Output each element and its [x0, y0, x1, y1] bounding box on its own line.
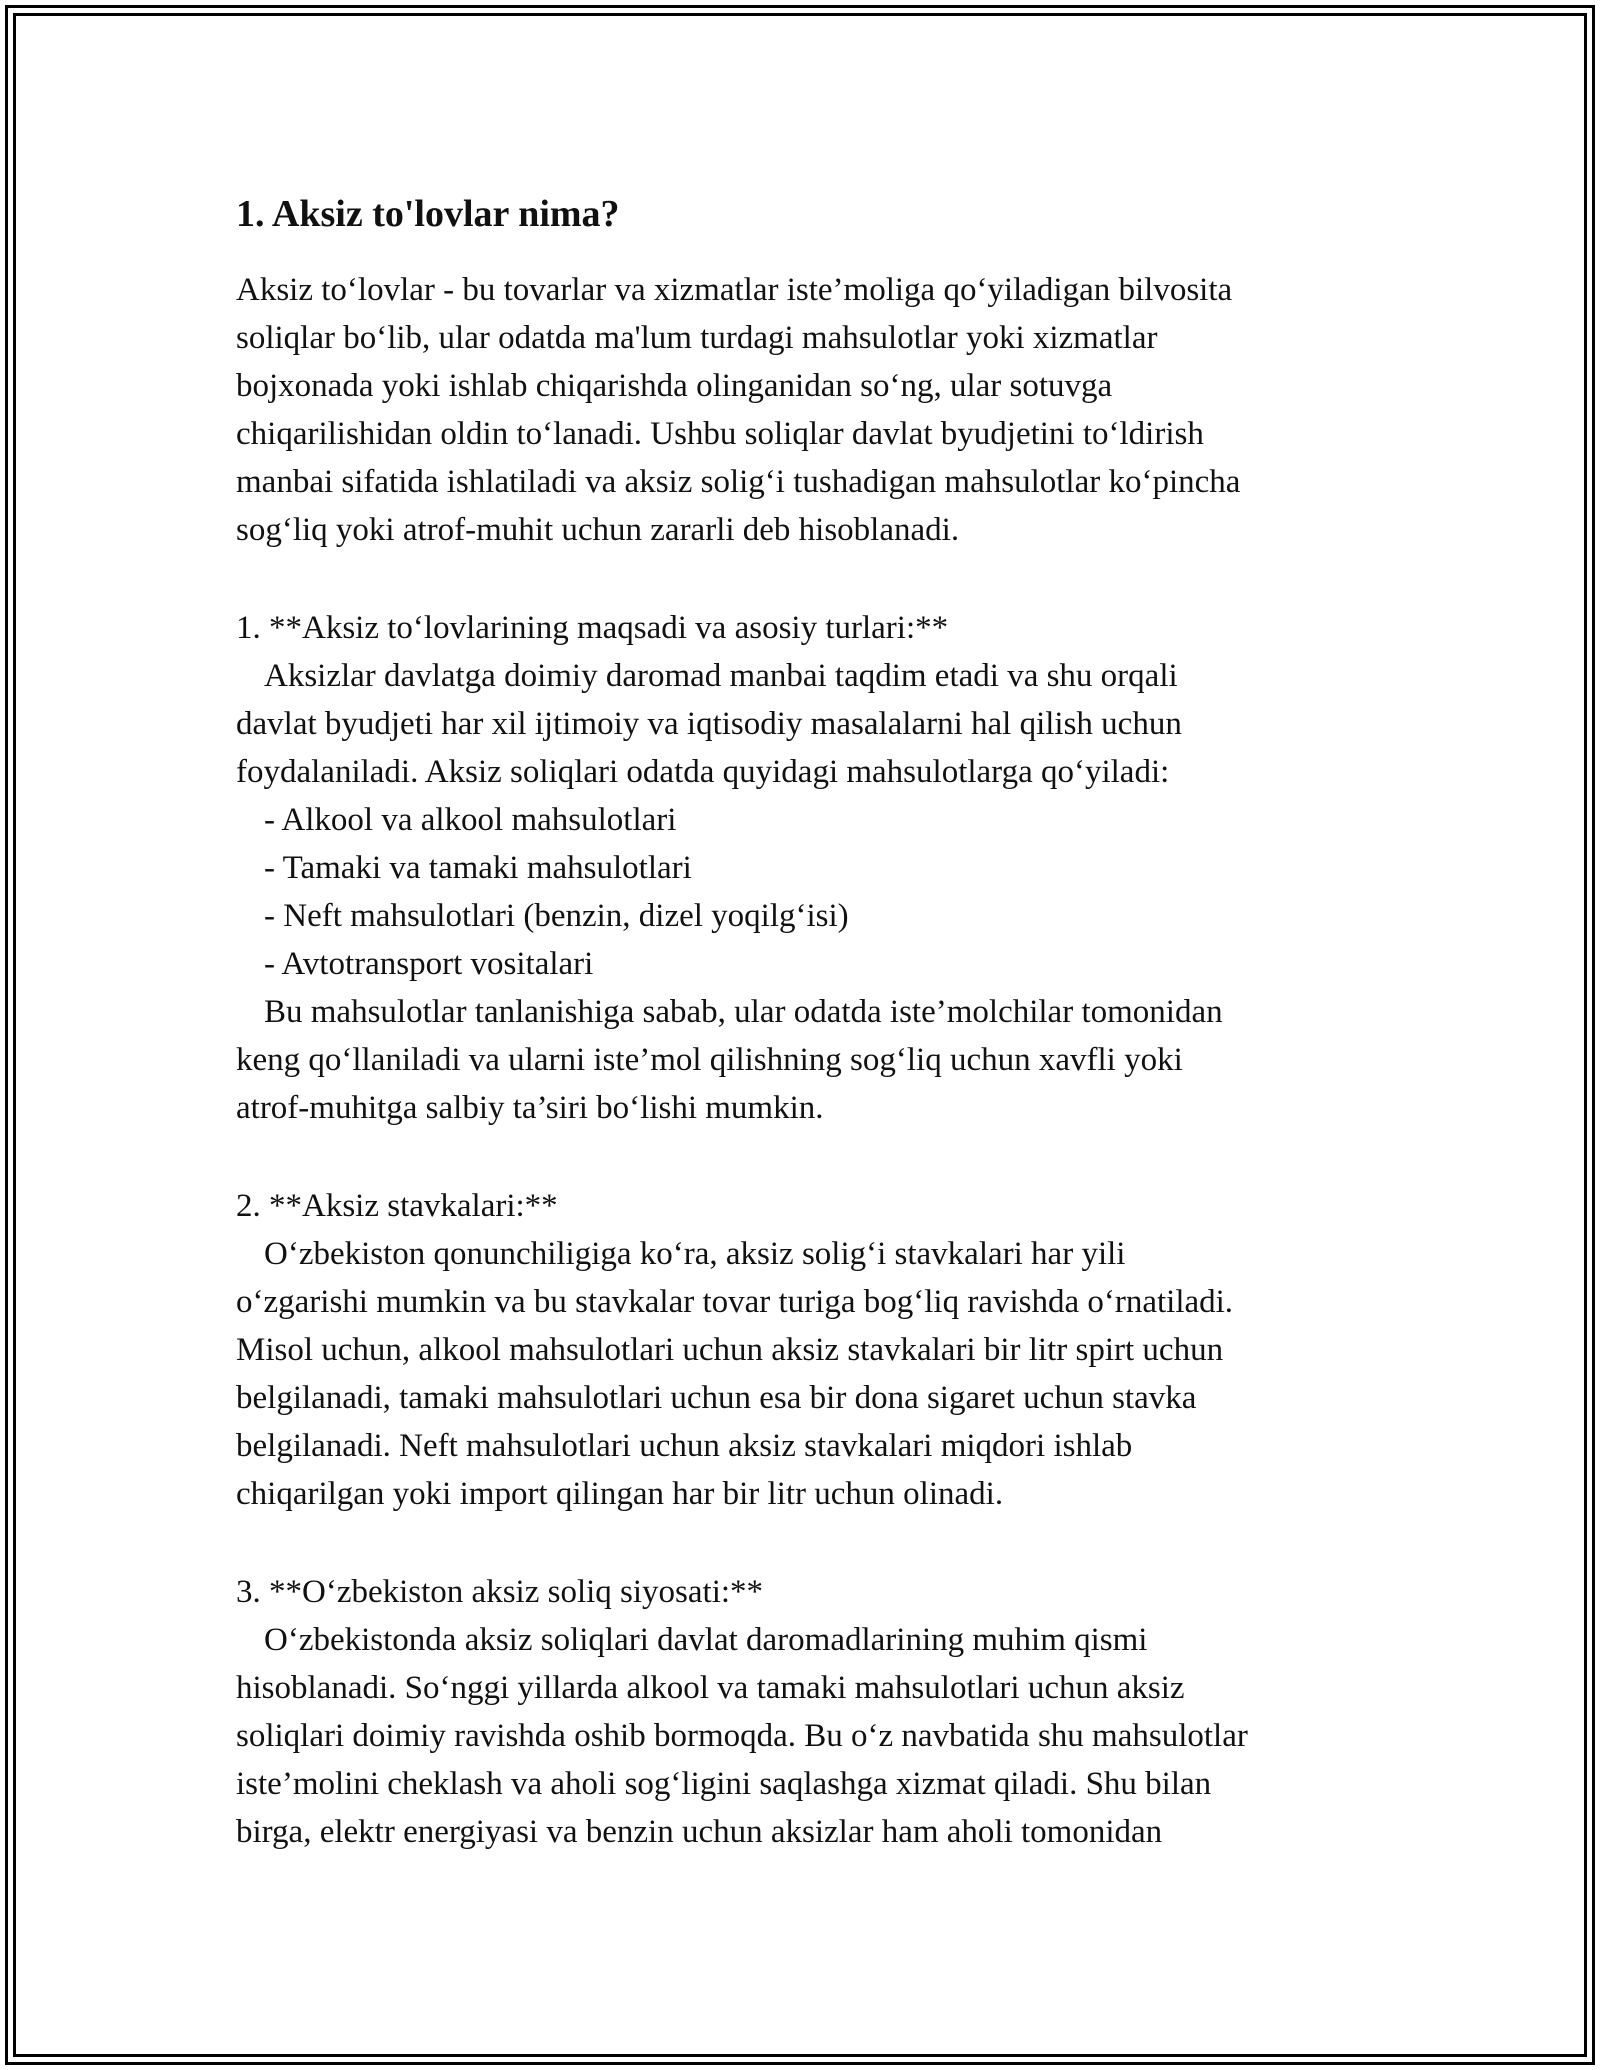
section3-para-line: birga, elektr energiyasi va benzin uchun aksizlar ham aholi tomonidan — [236, 1814, 1163, 1850]
section1-para1-line: foydalaniladi. Aksiz soliqlari odatda quyidagi mahsulotlarga qo‘yiladi: — [236, 754, 1170, 790]
intro-line: Aksiz to‘lovlar - bu tovarlar va xizmatlar iste’moliga qo‘yiladigan bilvosita — [236, 272, 1233, 308]
section1-title: 1. **Aksiz to‘lovlarining maqsadi va asosiy turlari:** — [236, 610, 949, 646]
section2-para-line: chiqarilgan yoki import qilingan har bir litr uchun olinadi. — [236, 1476, 1004, 1512]
section2-para-line: Misol uchun, alkool mahsulotlari uchun aksiz stavkalari bir litr spirt uchun — [236, 1332, 1224, 1368]
section2-para-line: O‘zbekiston qonunchiligiga ko‘ra, aksiz solig‘i stavkalari har yili — [264, 1236, 1126, 1272]
list-item: - Avtotransport vositalari — [264, 946, 594, 982]
intro-line: bojxonada yoki ishlab chiqarishda olinganidan so‘ng, ular sotuvga — [236, 368, 1113, 404]
section1-para1-line: Aksizlar davlatga doimiy daromad manbai taqdim etadi va shu orqali — [264, 658, 1178, 694]
section1-para2-line: keng qo‘llaniladi va ularni iste’mol qilishning sog‘liq uchun xavfli yoki — [236, 1042, 1183, 1078]
section2-para-line: belgilanadi. Neft mahsulotlari uchun aksiz stavkalari miqdori ishlab — [236, 1428, 1133, 1464]
section3-title: 3. **O‘zbekiston aksiz soliq siyosati:** — [236, 1574, 764, 1610]
section1-para2-line: Bu mahsulotlar tanlanishiga sabab, ular odatda iste’molchilar tomonidan — [264, 994, 1223, 1030]
list-item: - Neft mahsulotlari (benzin, dizel yoqilg‘isi) — [264, 898, 849, 934]
section3-para-line: iste’molini cheklash va aholi sog‘ligini saqlashga xizmat qiladi. Shu bilan — [236, 1766, 1212, 1802]
intro-line: sog‘liq yoki atrof-muhit uchun zararli deb hisoblanadi. — [236, 512, 960, 548]
section1-para1-line: davlat byudjeti har xil ijtimoiy va iqtisodiy masalalarni hal qilish uchun — [236, 706, 1182, 742]
intro-line: soliqlar bo‘lib, ular odatda ma'lum turdagi mahsulotlar yoki xizmatlar — [236, 320, 1158, 356]
list-item: - Alkool va alkool mahsulotlari — [264, 802, 677, 838]
section2-para-line: belgilanadi, tamaki mahsulotlari uchun esa bir dona sigaret uchun stavka — [236, 1380, 1197, 1416]
section3-para-line: soliqlari doimiy ravishda oshib bormoqda. Bu o‘z navbatida shu mahsulotlar — [236, 1718, 1248, 1754]
section1-para2-line: atrof-muhitga salbiy ta’siri bo‘lishi mumkin. — [236, 1090, 824, 1126]
section3-para-line: O‘zbekistonda aksiz soliqlari davlat daromadlarining muhim qismi — [264, 1622, 1148, 1658]
section2-title: 2. **Aksiz stavkalari:** — [236, 1188, 558, 1224]
intro-line: chiqarilishidan oldin to‘lanadi. Ushbu soliqlar davlat byudjetini to‘ldirish — [236, 416, 1204, 452]
list-item: - Tamaki va tamaki mahsulotlari — [264, 850, 692, 886]
section2-para-line: o‘zgarishi mumkin va bu stavkalar tovar turiga bog‘liq ravishda o‘rnatiladi. — [236, 1284, 1234, 1320]
page-title: 1. Aksiz to'lovlar nima? — [236, 193, 620, 235]
section3-para-line: hisoblanadi. So‘nggi yillarda alkool va tamaki mahsulotlari uchun aksiz — [236, 1670, 1185, 1706]
intro-line: manbai sifatida ishlatiladi va aksiz solig‘i tushadigan mahsulotlar ko‘pincha — [236, 464, 1241, 500]
